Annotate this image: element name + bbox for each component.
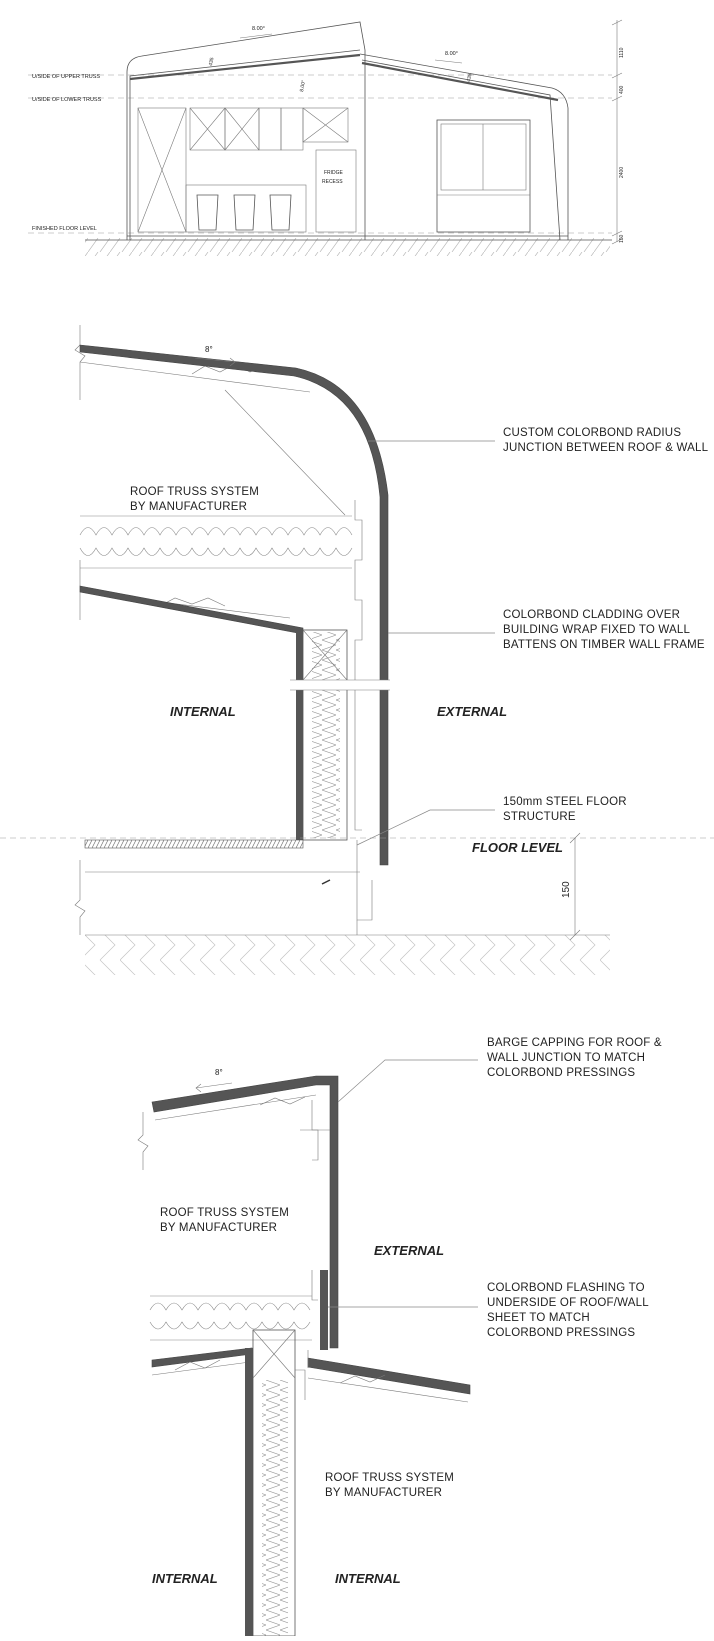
dim-angle-1: 435 <box>208 57 216 67</box>
note-barge-3: COLORBOND PRESSINGS <box>487 1067 636 1079</box>
pitch-left: 8.00° <box>252 26 265 32</box>
window-right <box>437 120 530 232</box>
floor-finish <box>85 840 303 848</box>
note-cladding-2: BUILDING WRAP FIXED TO WALL <box>503 624 691 636</box>
ground-detail-1 <box>85 935 610 975</box>
note-flashing-2: UNDERSIDE OF ROOF/WALL <box>487 1297 649 1309</box>
wall-lining <box>245 1348 253 1636</box>
note-barge-2: WALL JUNCTION TO MATCH <box>487 1052 646 1064</box>
note-truss-bottom-2: BY MANUFACTURER <box>325 1487 443 1499</box>
roof-insulation-2 <box>150 1296 312 1340</box>
label-external-2: EXTERNAL <box>374 1243 445 1258</box>
note-truss-bottom-1: ROOF TRUSS SYSTEM <box>325 1472 455 1484</box>
lower-roof-sheet <box>308 1358 470 1394</box>
note-floor-2: STRUCTURE <box>503 811 576 823</box>
fridge-label-1: FRIDGE <box>324 170 343 176</box>
note-flashing-3: SHEET TO MATCH <box>487 1312 590 1324</box>
note-truss-top-2: BY MANUFACTURER <box>160 1222 278 1234</box>
ceiling-lining-left <box>152 1348 252 1367</box>
pitch-right: 8.00° <box>445 51 458 57</box>
note-truss-top-1: ROOF TRUSS SYSTEM <box>160 1207 290 1219</box>
note-flashing-4: COLORBOND PRESSINGS <box>487 1327 636 1339</box>
section-elevation <box>28 20 625 256</box>
angle-8-detail2: 8° <box>215 1068 223 1077</box>
note-flashing-1: COLORBOND FLASHING TO <box>487 1282 645 1294</box>
radius-roof-wall-sheet <box>80 345 388 865</box>
level-upper-truss: U/SIDE OF UPPER TRUSS <box>32 74 101 80</box>
label-external-1: EXTERNAL <box>437 704 508 719</box>
stool-2 <box>234 195 255 230</box>
level-lower-truss: U/SIDE OF LOWER TRUSS <box>32 97 102 103</box>
note-floor-1: 150mm STEEL FLOOR <box>503 796 627 808</box>
dim-angle-2: 8.00° <box>299 79 308 93</box>
stool-1 <box>197 195 218 230</box>
note-radius-2: JUNCTION BETWEEN ROOF & WALL <box>503 442 709 454</box>
stool-3 <box>270 195 291 230</box>
ceiling-lining <box>80 586 303 634</box>
label-internal-2-right: INTERNAL <box>335 1571 401 1586</box>
section-detail-radius <box>0 325 714 975</box>
flashing-strip <box>320 1270 328 1350</box>
dim-150: 150 <box>561 881 572 898</box>
angle-8-detail1: 8° <box>205 345 213 354</box>
note-truss-1: ROOF TRUSS SYSTEM <box>130 486 260 498</box>
note-truss-2: BY MANUFACTURER <box>130 501 248 513</box>
note-cladding-3: BATTENS ON TIMBER WALL FRAME <box>503 639 705 651</box>
note-radius-1: CUSTOM COLORBOND RADIUS <box>503 427 682 439</box>
label-internal-2-left: INTERNAL <box>152 1571 218 1586</box>
section-detail-barge <box>138 1037 662 1636</box>
level-finished-floor: FINISHED FLOOR LEVEL <box>32 226 97 232</box>
dim-angle-3: 435 <box>466 73 474 83</box>
dim-right-1: 1110 <box>619 47 625 58</box>
label-internal-1: INTERNAL <box>170 704 236 719</box>
ground-hatch <box>85 238 610 256</box>
roof-insulation <box>80 516 352 568</box>
dim-right-4: 150 <box>619 234 625 243</box>
note-barge-1: BARGE CAPPING FOR ROOF & <box>487 1037 662 1049</box>
fridge-label-2: RECESS <box>322 179 343 185</box>
left-roof-outline <box>127 22 365 240</box>
dim-right-2: 400 <box>619 85 625 94</box>
note-cladding-1: COLORBOND CLADDING OVER <box>503 609 681 621</box>
floor-level-label: FLOOR LEVEL <box>472 840 563 855</box>
dim-right-3: 2400 <box>619 166 625 178</box>
fridge-recess <box>316 150 356 232</box>
